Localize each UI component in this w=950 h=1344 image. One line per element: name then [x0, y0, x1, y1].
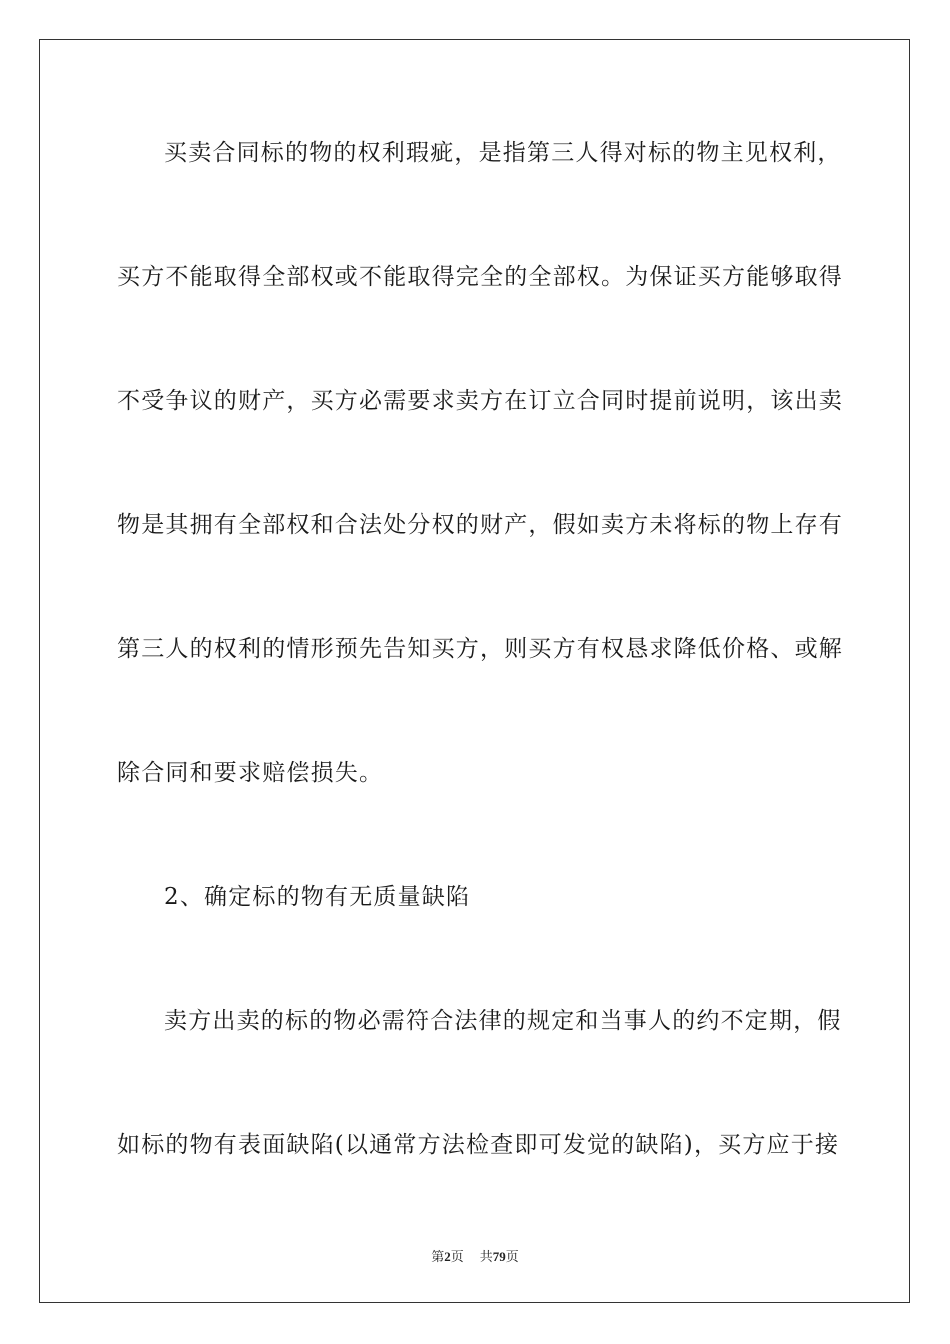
body-line-6: 除合同和要求赔偿损失。 — [117, 760, 384, 786]
footer-total-prefix: 共 — [479, 1249, 493, 1264]
body-line-5: 第三人的权利的情形预先告知买方，则买方有权恳求降低价格、或解 — [117, 636, 843, 662]
footer-page-number: 2 — [444, 1249, 451, 1264]
body-line-2: 买方不能取得全部权或不能取得完全的全部权。为保证买方能够取得 — [117, 264, 843, 290]
body-line-8: 卖方出卖的标的物必需符合法律的规定和当事人的约不定期，假 — [164, 1008, 842, 1034]
body-line-9: 如标的物有表面缺陷(以通常方法检查即可发觉的缺陷)，买方应于接 — [117, 1132, 840, 1158]
page-footer — [0, 1246, 950, 1265]
section-heading: 2、确定标的物有无质量缺陷 — [164, 884, 471, 910]
footer-total-suffix: 页 — [505, 1249, 519, 1264]
footer-page-prefix: 第 — [431, 1249, 445, 1264]
body-line-3: 不受争议的财产，买方必需要求卖方在订立合同时提前说明，该出卖 — [117, 388, 843, 414]
footer-total-pages: 79 — [492, 1249, 506, 1264]
footer-page-suffix: 页 — [450, 1249, 464, 1264]
body-line-4: 物是其拥有全部权和合法处分权的财产，假如卖方未将标的物上存有 — [117, 512, 843, 538]
page-border — [39, 39, 910, 1303]
body-line-1: 买卖合同标的物的权利瑕疵，是指第三人得对标的物主见权利， — [164, 140, 842, 166]
